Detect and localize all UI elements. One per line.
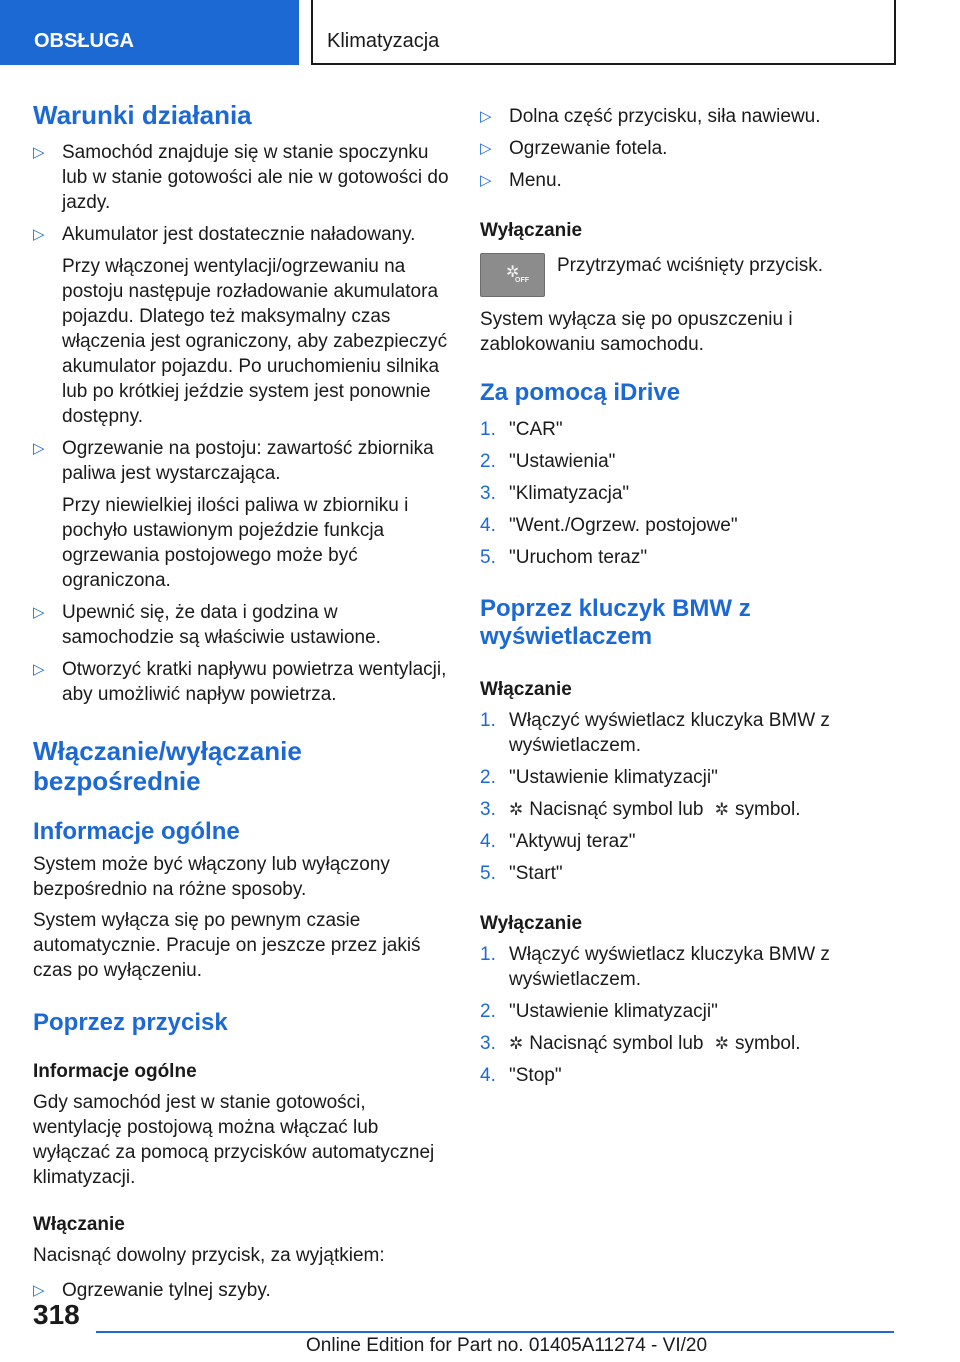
- list-item: ▷ Menu.: [480, 170, 562, 191]
- note-paragraph: Przy niewielkiej ilości paliwa w zbiorniku i pochyło ustawionym pojeździe funkcja ogrzewania postojowego może być ograniczona.: [62, 495, 409, 591]
- subheading-off: Wyłączanie: [480, 220, 583, 241]
- list-item: ▷ Ogrzewanie tylnej szyby.: [33, 1280, 271, 1301]
- chapter-title: Klimatyzacja: [327, 30, 440, 52]
- list-item: 4. "Stop": [480, 1065, 562, 1086]
- conditions-list: [33, 140, 451, 707]
- key-off-steps: [480, 942, 900, 1088]
- heading-general: Informacje ogólne: [33, 818, 240, 845]
- list-item: 1. Włączyć wyświetlacz kluczyka BMW z wyświetlaczem.: [480, 944, 830, 990]
- list-item: 1. "CAR": [480, 419, 563, 440]
- footer-edition: Online Edition for Part no. 01405A11274 - VI/20: [306, 1335, 708, 1356]
- key-on-steps: [480, 708, 900, 886]
- list-item: 5. "Start": [480, 863, 563, 884]
- fan-off-button-image: [480, 253, 545, 297]
- list-item: ▷ Akumulator jest dostatecznie naładowany. Przy włączonej wentylacji/ogrzewaniu na postoju następuje rozładowanie akumulatora pojazdu. Dlatego też maksymalny czas włączenia jest ograniczony, aby zabezpieczyć akumulator pojazdu. Po uruchomieniu silnika lub po krótkiej jeździe system jest ponownie dostępny.: [33, 222, 451, 429]
- list-item: 3. "Klimatyzacja": [480, 483, 630, 504]
- paragraph: Nacisnąć dowolny przycisk, za wyjątkiem:: [33, 1245, 385, 1266]
- list-item: 2. "Ustawienie klimatyzacji": [480, 1001, 718, 1022]
- exception-list-continued: [480, 104, 900, 193]
- bullet-icon: ▷: [480, 172, 492, 189]
- list-item: 2. "Ustawienia": [480, 451, 616, 472]
- fan-heat-icon: ✲: [714, 800, 730, 819]
- bullet-icon: ▷: [33, 661, 45, 678]
- instruction-text: Przytrzymać wciśnięty przycisk.: [557, 255, 824, 276]
- heading-idrive: Za pomocą iDrive: [480, 379, 681, 406]
- list-item: 4. "Went./Ogrzew. postojowe": [480, 515, 738, 536]
- list-item: 1. Włączyć wyświetlacz kluczyka BMW z wyświetlaczem.: [480, 710, 830, 756]
- list-item: 4. "Aktywuj teraz": [480, 831, 636, 852]
- heading-direct: Włączanie/wyłączanie bezpośrednie: [33, 736, 302, 796]
- heading-key: Poprzez kluczyk BMW z wyświetlaczem: [480, 595, 751, 650]
- button-instruction: [480, 253, 900, 297]
- bullet-icon: ▷: [33, 604, 45, 621]
- bullet-icon: ▷: [480, 140, 492, 157]
- subheading-key-off: Wyłączanie: [480, 913, 583, 934]
- list-item: ▷ Upewnić się, że data i godzina w samochodzie są właściwie ustawione.: [33, 602, 381, 648]
- right-column: [480, 100, 900, 1095]
- fan-icon: ✲: [509, 800, 524, 819]
- list-item: ▷ Otworzyć kratki napływu powietrza wentylacji, aby umożliwić napływ powietrza.: [33, 659, 447, 705]
- bullet-icon: ▷: [33, 440, 45, 457]
- off-label: OFF: [515, 277, 529, 284]
- list-item: ▷ Samochód znajduje się w stanie spoczynku lub w stanie gotowości ale nie w gotowości do jazdy.: [33, 142, 449, 213]
- footer-divider: [96, 1331, 894, 1333]
- list-item: ▷ Ogrzewanie na postoju: zawartość zbiornika paliwa jest wystarczająca. Przy niewielkiej ilości paliwa w zbiorniku i pochyło ustawionym pojeździe funkcja ogrzewania postojowego może być ograniczona.: [33, 436, 451, 593]
- section-tab: [0, 0, 299, 65]
- bullet-icon: ▷: [33, 1282, 45, 1299]
- subheading-key-on: Włączanie: [480, 679, 572, 700]
- bullet-icon: ▷: [33, 226, 45, 243]
- list-item: 2. "Ustawienie klimatyzacji": [480, 767, 718, 788]
- list-item: ▷ Dolna część przycisku, siła nawiewu.: [480, 106, 821, 127]
- page-number: 318: [33, 1299, 80, 1330]
- paragraph: System wyłącza się po pewnym czasie automatycznie. Pracuje on jeszcze przez jakiś czas po wyłączeniu.: [33, 910, 421, 981]
- fan-icon: ✲: [509, 1034, 524, 1053]
- heading-conditions: Warunki działania: [33, 100, 252, 130]
- fan-icon: ✲: [506, 264, 520, 281]
- list-item: 3. ✲ Nacisnąć symbol lub ✲ symbol.: [480, 799, 801, 820]
- subheading-on: Włączanie: [33, 1214, 125, 1235]
- heading-button: Poprzez przycisk: [33, 1009, 228, 1036]
- bullet-icon: ▷: [480, 108, 492, 125]
- paragraph: Gdy samochód jest w stanie gotowości, wentylację postojową można włączać lub wyłączać za pomocą przycisków automatycznej klimatyzacji.: [33, 1092, 435, 1188]
- paragraph: System może być włączony lub wyłączony bezpośrednio na różne sposoby.: [33, 854, 390, 900]
- list-item: 5. "Uruchom teraz": [480, 547, 648, 568]
- subheading-general: Informacje ogólne: [33, 1061, 197, 1082]
- list-item: ▷ Ogrzewanie fotela.: [480, 138, 668, 159]
- bullet-icon: ▷: [33, 144, 45, 161]
- exception-list: [33, 1278, 451, 1303]
- fan-heat-icon: ✲: [714, 1034, 730, 1053]
- section-title: OBSŁUGA: [34, 30, 134, 52]
- list-item: 3. ✲ Nacisnąć symbol lub ✲ symbol.: [480, 1033, 801, 1054]
- chapter-tab: [311, 0, 896, 65]
- idrive-steps: [480, 417, 900, 570]
- paragraph: System wyłącza się po opuszczeniu i zablokowaniu samochodu.: [480, 309, 793, 355]
- note-paragraph: Przy włączonej wentylacji/ogrzewaniu na postoju następuje rozładowanie akumulatora pojazdu. Dlatego też maksymalny czas włączenia jest ograniczony, aby zabezpieczyć akumulator pojazdu. Po uruchomieniu silnika lub po krótkiej jeździe system jest ponownie dostępny.: [62, 256, 448, 427]
- left-column: [33, 100, 451, 1310]
